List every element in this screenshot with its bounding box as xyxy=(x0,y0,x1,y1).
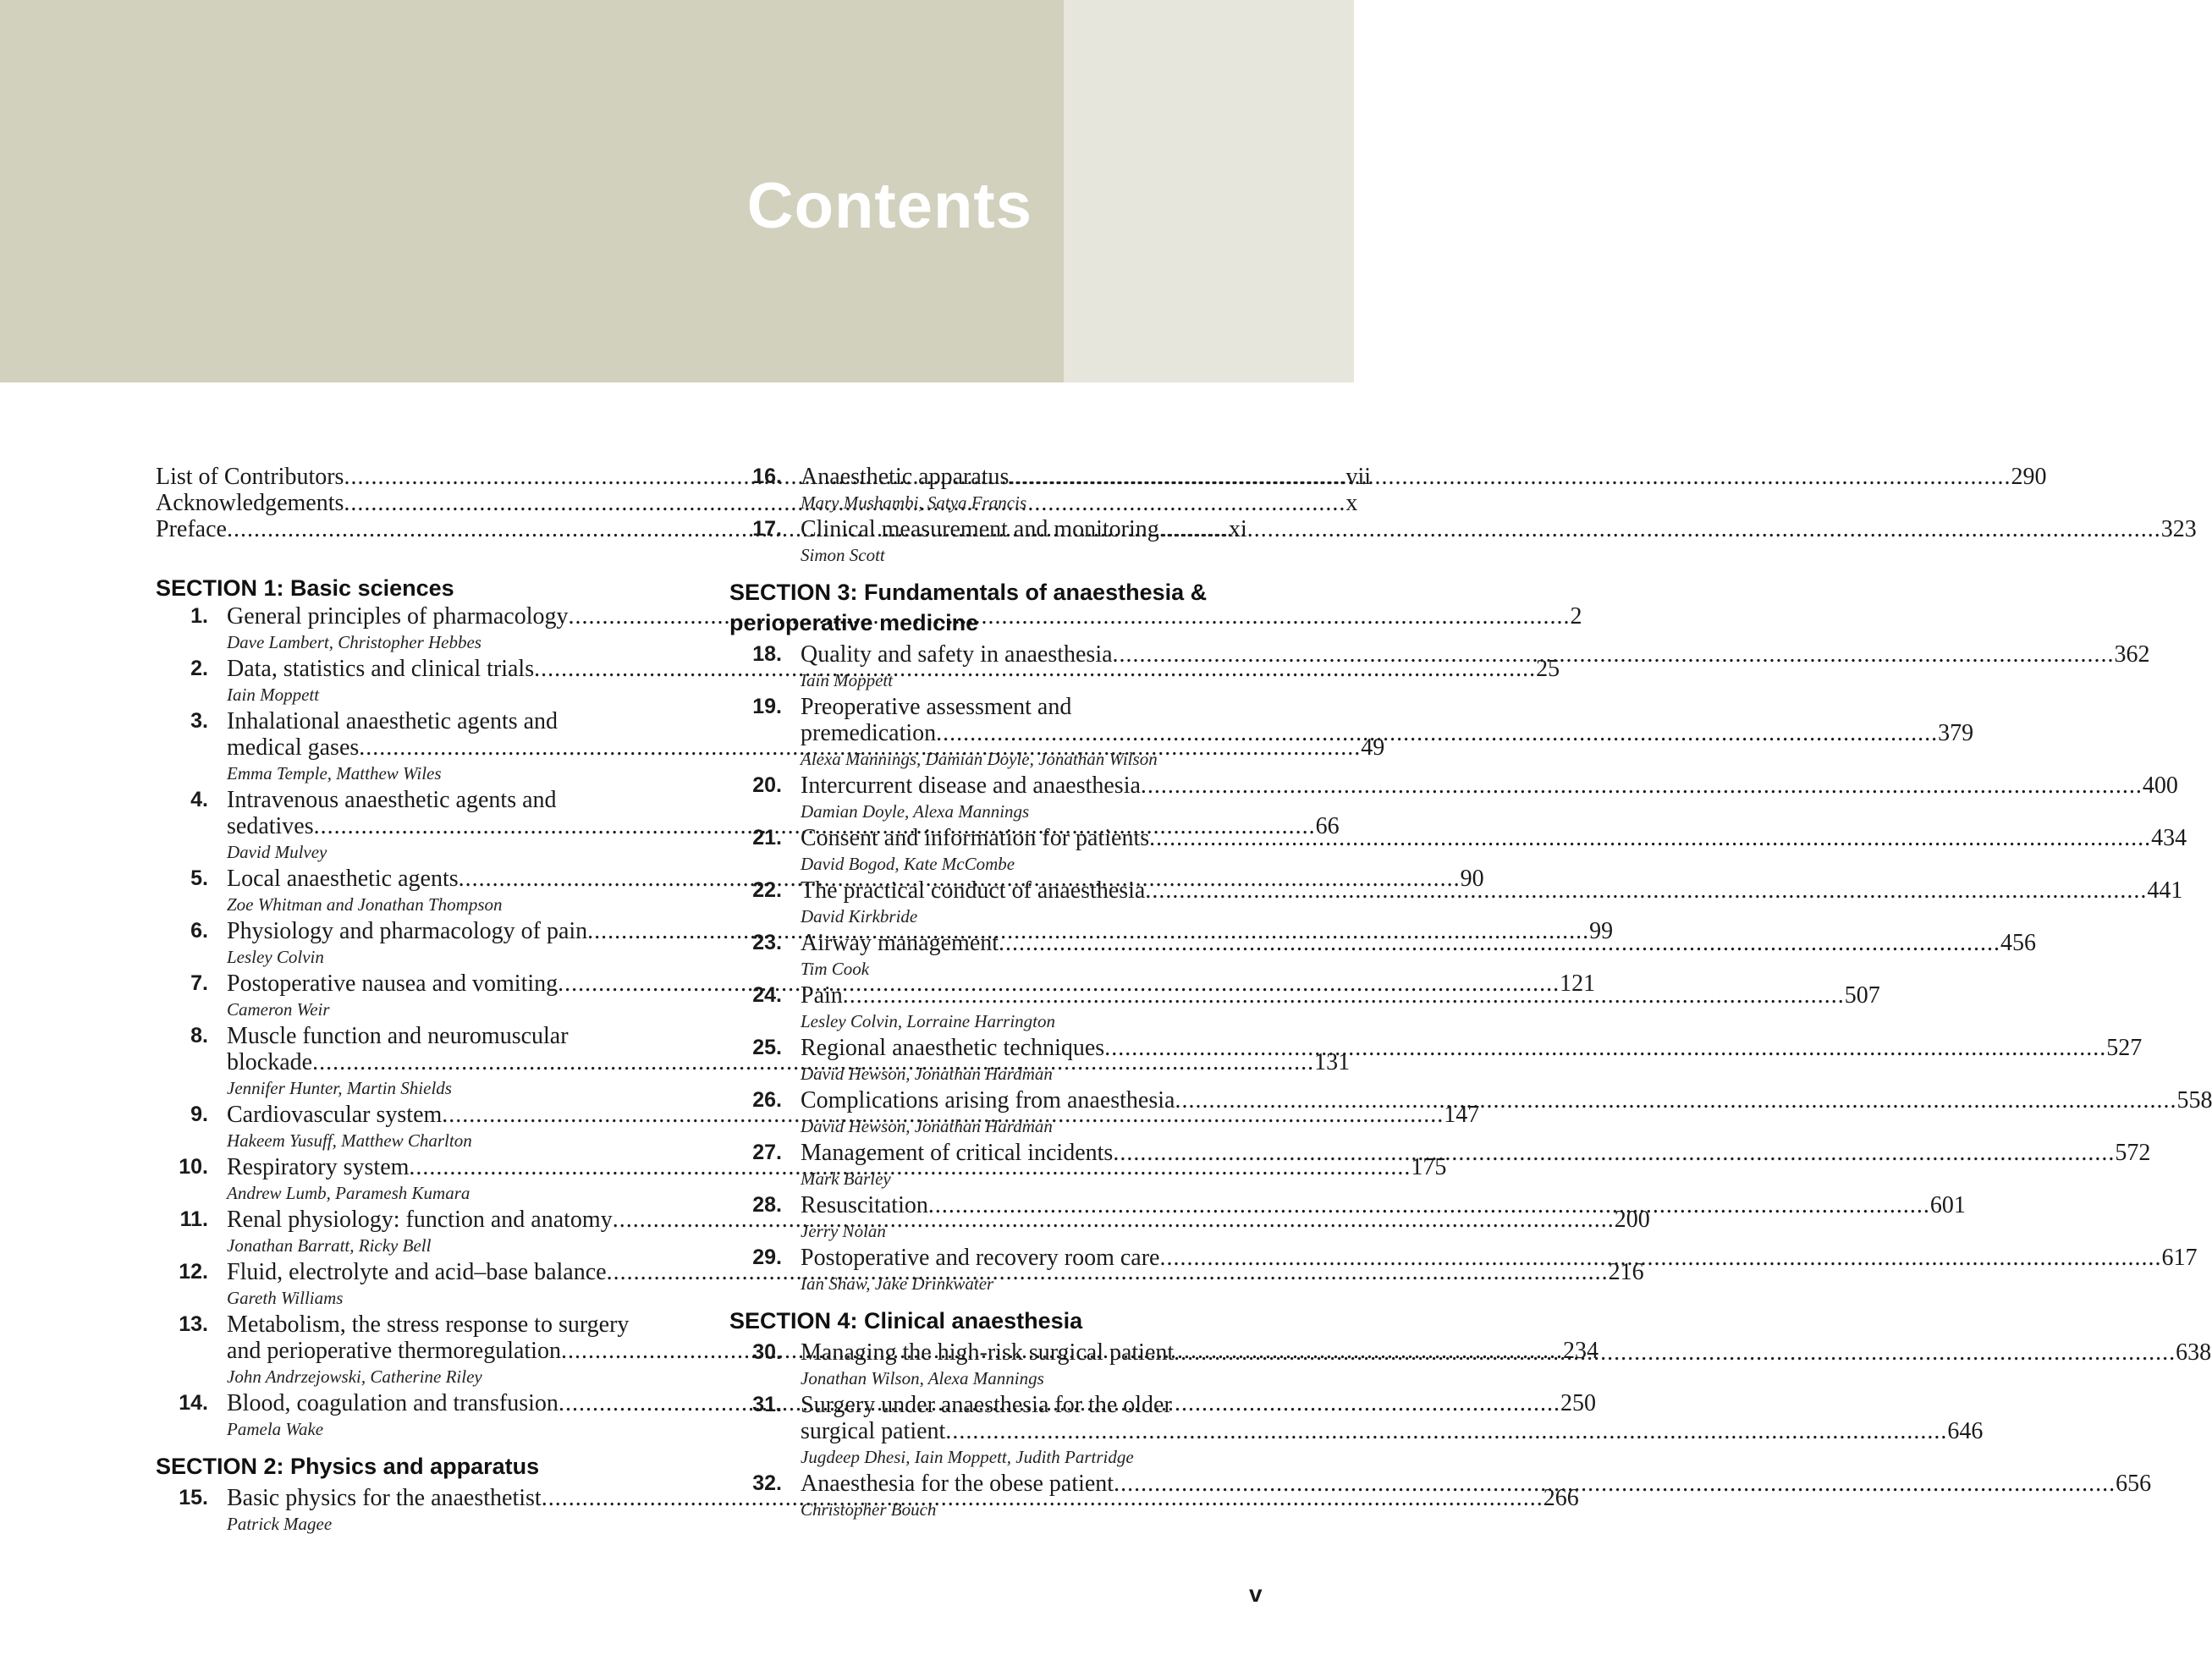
chapter-title: Local anaesthetic agents xyxy=(227,866,459,892)
chapter-number: 18. xyxy=(752,642,782,666)
chapter-authors: Mark Barley xyxy=(801,1168,891,1189)
chapter-title: Postoperative nausea and vomiting xyxy=(227,970,559,997)
leader-dots xyxy=(999,930,2000,956)
chapter-authors: Mary Mushambi, Satya Francis xyxy=(801,492,1027,513)
page-number: 216 xyxy=(1608,1259,1644,1285)
page-number: 379 xyxy=(1938,720,1974,746)
chapter-number: 26. xyxy=(752,1088,782,1112)
chapter-number: 2. xyxy=(190,657,208,680)
chapter-authors: Jerry Nolan xyxy=(801,1221,886,1241)
page-number: 638 xyxy=(2176,1339,2212,1366)
chapter-number: 17. xyxy=(752,517,782,541)
chapter-title: Airway management xyxy=(801,930,999,956)
chapter-title: Blood, coagulation and transfusion xyxy=(227,1390,559,1416)
chapter-authors: Zoe Whitman and Jonathan Thompson xyxy=(227,894,503,915)
chapter-number: 31. xyxy=(752,1393,782,1416)
toc-chapter-17[interactable] xyxy=(729,516,2197,569)
leader-dots xyxy=(1141,773,2143,799)
chapter-number: 22. xyxy=(752,878,782,902)
chapter-title: Quality and safety in anaesthesia xyxy=(801,641,1113,668)
chapter-authors: Ian Shaw, Jake Drinkwater xyxy=(801,1273,994,1294)
chapter-authors: Jennifer Hunter, Martin Shields xyxy=(227,1078,452,1098)
page-number: 656 xyxy=(2116,1471,2152,1497)
page-number: 131 xyxy=(1314,1049,1351,1075)
chapter-authors: Patrick Magee xyxy=(227,1514,333,1534)
chapter-authors: Iain Moppett xyxy=(801,670,894,690)
section-heading: SECTION 2: Physics and apparatus xyxy=(156,1454,540,1479)
chapter-title: Basic physics for the anaesthetist xyxy=(227,1485,542,1511)
chapter-authors: David Kirkbride xyxy=(801,906,918,926)
chapter-title-line1: Metabolism, the stress response to surgery xyxy=(227,1311,630,1338)
page-number: 266 xyxy=(1543,1485,1579,1511)
page-number: 646 xyxy=(1947,1418,1984,1444)
chapter-title: Fluid, electrolyte and acid–base balance xyxy=(227,1259,607,1285)
chapter-title: Renal physiology: function and anatomy xyxy=(227,1207,613,1233)
leader-dots xyxy=(1104,1035,2106,1061)
chapter-authors: David Bogod, Kate McCombe xyxy=(801,854,1015,874)
leader-dots xyxy=(1159,1245,2161,1271)
leader-dots xyxy=(945,1418,1947,1444)
chapter-title: Postoperative and recovery room care xyxy=(801,1245,1160,1271)
chapter-title: Consent and information for patients xyxy=(801,825,1150,851)
leader-dots xyxy=(1009,464,2011,490)
chapter-authors: Jugdeep Dhesi, Iain Moppett, Judith Partridge xyxy=(801,1447,1134,1467)
leader-dots xyxy=(936,720,1938,746)
chapter-title: blockade xyxy=(227,1049,313,1075)
chapter-authors: Christopher Bouch xyxy=(801,1499,937,1520)
leader-dots xyxy=(928,1192,1930,1218)
page-number: 572 xyxy=(2115,1140,2151,1166)
chapter-number: 7. xyxy=(190,971,208,995)
chapter-number: 23. xyxy=(752,931,782,954)
chapter-title-line1: Intravenous anaesthetic agents and xyxy=(227,787,557,813)
chapter-title-line1: Inhalational anaesthetic agents and xyxy=(227,708,559,734)
leader-dots xyxy=(1159,516,2161,542)
chapter-authors: Jonathan Barratt, Ricky Bell xyxy=(227,1235,432,1256)
chapter-title: The practical conduct of anaesthesia xyxy=(801,877,1146,904)
page-number: 121 xyxy=(1560,970,1596,997)
chapter-title: Management of critical incidents xyxy=(801,1140,1114,1166)
chapter-number: 15. xyxy=(179,1486,208,1509)
chapter-number: 25. xyxy=(752,1036,782,1059)
chapter-title-line1: Muscle function and neuromuscular xyxy=(227,1023,569,1049)
page-number: 456 xyxy=(2000,930,2037,956)
leader-dots xyxy=(843,982,1845,1009)
chapter-title: Anaesthetic apparatus xyxy=(801,464,1010,490)
page-number: 527 xyxy=(2106,1035,2143,1061)
chapter-authors: David Hewson, Jonathan Hardman xyxy=(801,1116,1053,1136)
page-number: 99 xyxy=(1589,918,1614,944)
chapter-authors: Alexa Mannings, Damian Doyle, Jonathan Wilson xyxy=(801,749,1158,769)
chapter-authors: Jonathan Wilson, Alexa Mannings xyxy=(801,1368,1044,1388)
chapter-authors: Cameron Weir xyxy=(227,999,330,1020)
chapter-number: 16. xyxy=(752,465,782,488)
leader-dots xyxy=(1113,641,2115,668)
page-number: 175 xyxy=(1411,1154,1447,1180)
chapter-title: Respiratory system xyxy=(227,1154,410,1180)
chapter-number: 9. xyxy=(190,1102,208,1126)
page-number: 362 xyxy=(2114,641,2150,668)
page-title: Contents xyxy=(746,170,1032,242)
chapter-authors: Lesley Colvin, Lorraine Harrington xyxy=(801,1011,1056,1031)
chapter-title-line1: Preoperative assessment and xyxy=(801,694,1072,720)
chapter-authors: Emma Temple, Matthew Wiles xyxy=(227,763,442,784)
page-number: 66 xyxy=(1315,813,1340,839)
chapter-title: Intercurrent disease and anaesthesia xyxy=(801,773,1141,799)
chapter-number: 24. xyxy=(752,983,782,1007)
page-number: 290 xyxy=(2011,464,2047,490)
page-number: x xyxy=(1345,490,1358,516)
chapter-authors: David Hewson, Jonathan Hardman xyxy=(801,1064,1053,1084)
page-number: 234 xyxy=(1562,1338,1598,1364)
chapter-number: 11. xyxy=(179,1207,208,1231)
leader-dots xyxy=(1145,877,2147,904)
chapter-number: 27. xyxy=(752,1141,782,1164)
toc-chapter-20[interactable] xyxy=(729,773,2178,825)
chapter-number: 12. xyxy=(179,1260,208,1284)
page-number: 25 xyxy=(1536,656,1560,682)
chapter-title: Anaesthesia for the obese patient xyxy=(801,1471,1114,1497)
page-number: 250 xyxy=(1560,1390,1596,1416)
chapter-authors: David Mulvey xyxy=(227,842,327,862)
section-heading: SECTION 1: Basic sciences xyxy=(156,575,454,601)
chapter-number: 32. xyxy=(752,1471,782,1495)
chapter-number: 21. xyxy=(752,826,782,849)
chapter-title: Cardiovascular system xyxy=(227,1102,443,1128)
chapter-authors: Simon Scott xyxy=(801,545,885,565)
page-number: 90 xyxy=(1460,866,1484,892)
chapter-title: medical gases xyxy=(227,734,360,761)
chapter-authors: Hakeem Yusuff, Matthew Charlton xyxy=(227,1130,472,1151)
chapter-authors: John Andrzejowski, Catherine Riley xyxy=(227,1366,482,1387)
page-number: 558 xyxy=(2176,1087,2212,1113)
page-folio: v xyxy=(1249,1581,1263,1607)
chapter-authors: Iain Moppett xyxy=(227,685,320,705)
page-number: 2 xyxy=(1570,603,1582,630)
chapter-title: Managing the high-risk surgical patient xyxy=(801,1339,1175,1366)
chapter-title: Regional anaesthetic techniques xyxy=(801,1035,1105,1061)
chapter-number: 6. xyxy=(190,919,208,943)
chapter-number: 5. xyxy=(190,866,208,890)
page-number: 434 xyxy=(2151,825,2187,851)
page-number: 507 xyxy=(1844,982,1880,1009)
chapter-number: 14. xyxy=(179,1391,208,1415)
chapter-number: 30. xyxy=(752,1340,782,1364)
chapter-title: General principles of pharmacology xyxy=(227,603,569,630)
section-heading-line2: perioperative medicine xyxy=(729,610,979,635)
leader-dots xyxy=(1114,1471,2116,1497)
page-number: 49 xyxy=(1361,734,1385,761)
page-number: 323 xyxy=(2160,516,2197,542)
chapter-number: 10. xyxy=(179,1155,208,1179)
chapter-title: Data, statistics and clinical trials xyxy=(227,656,535,682)
chapter-authors: Gareth Williams xyxy=(227,1288,344,1308)
chapter-number: 29. xyxy=(752,1245,782,1269)
header-band-side xyxy=(1064,0,1354,382)
chapter-title: sedatives xyxy=(227,813,314,839)
chapter-authors: Lesley Colvin xyxy=(227,947,324,967)
chapter-number: 8. xyxy=(190,1024,208,1047)
chapter-authors: Pamela Wake xyxy=(227,1419,324,1439)
chapter-title: Resuscitation xyxy=(801,1192,928,1218)
chapter-number: 13. xyxy=(179,1312,208,1336)
section-heading xyxy=(729,577,1268,638)
section-heading-line1: SECTION 3: Fundamentals of anaesthesia & xyxy=(729,580,1208,605)
entry-title: List of Contributors xyxy=(156,464,344,490)
page-number: 441 xyxy=(2147,877,2183,904)
leader-dots xyxy=(1113,1140,2115,1166)
chapter-number: 19. xyxy=(752,695,782,718)
chapter-title: and perioperative thermoregulation xyxy=(227,1338,561,1364)
chapter-authors: Damian Doyle, Alexa Mannings xyxy=(801,801,1030,822)
chapter-number: 20. xyxy=(752,773,782,797)
page-number: 147 xyxy=(1444,1102,1480,1128)
page-number: 200 xyxy=(1614,1207,1650,1233)
entry-title: Preface xyxy=(156,516,227,542)
leader-dots xyxy=(1174,1339,2176,1366)
chapter-number: 4. xyxy=(190,788,208,811)
chapter-authors: Tim Cook xyxy=(801,959,870,979)
page-number: xi xyxy=(1228,516,1247,542)
chapter-authors: Andrew Lumb, Paramesh Kumara xyxy=(227,1183,470,1203)
chapter-title: Complications arising from anaesthesia xyxy=(801,1087,1175,1113)
chapter-number: 1. xyxy=(190,604,208,628)
chapter-authors: Dave Lambert, Christopher Hebbes xyxy=(227,632,481,652)
page-number: 601 xyxy=(1929,1192,1966,1218)
chapter-title: Physiology and pharmacology of pain xyxy=(227,918,588,944)
leader-dots xyxy=(1175,1087,2176,1113)
leader-dots xyxy=(1149,825,2151,851)
chapter-title-line1: Surgery under anaesthesia for the older xyxy=(801,1392,1172,1418)
chapter-number: 28. xyxy=(752,1193,782,1217)
page-number: 400 xyxy=(2142,773,2178,799)
section-heading: SECTION 4: Clinical anaesthesia xyxy=(729,1308,1083,1333)
page-number: 617 xyxy=(2161,1245,2198,1271)
chapter-title: premedication xyxy=(801,720,937,746)
chapter-title: surgical patient xyxy=(801,1418,946,1444)
chapter-title: Pain xyxy=(801,982,843,1009)
page-number: vii xyxy=(1345,464,1372,490)
entry-title: Acknowledgements xyxy=(156,490,344,516)
chapter-title: Clinical measurement and monitoring xyxy=(801,516,1159,542)
chapter-number: 3. xyxy=(190,709,208,733)
